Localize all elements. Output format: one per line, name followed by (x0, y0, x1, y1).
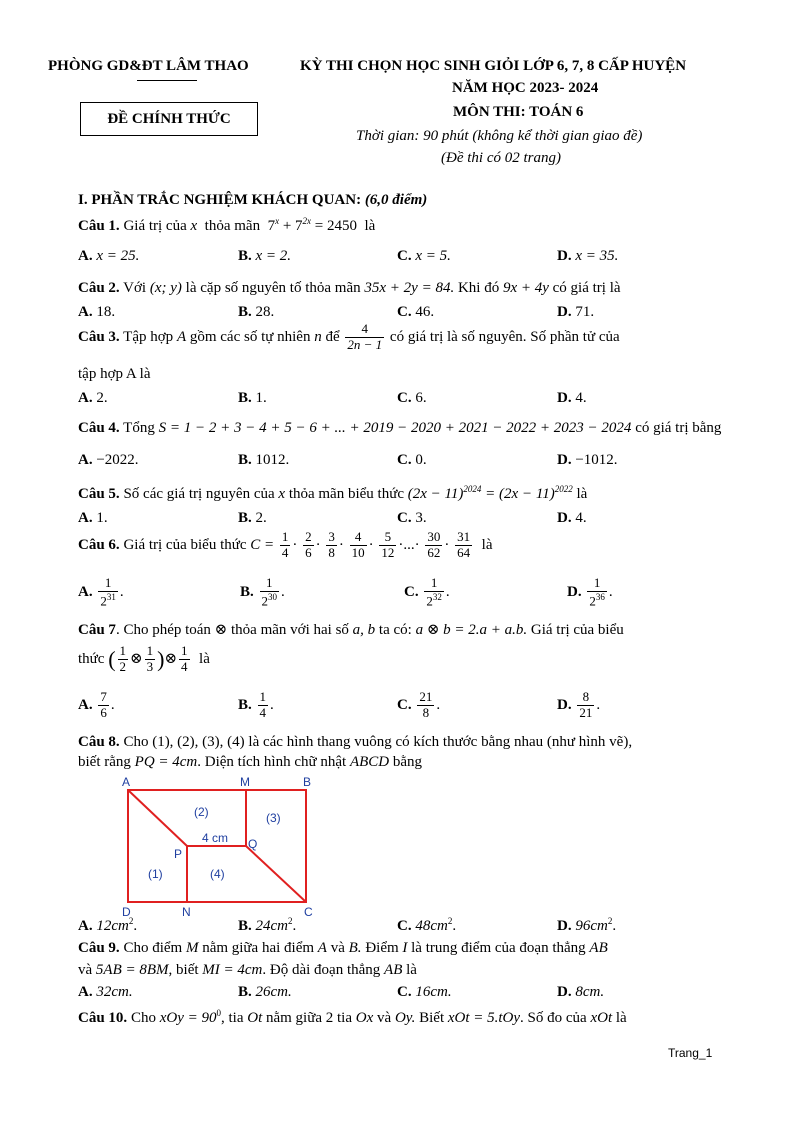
q2-option-b[interactable]: B. 28. (238, 304, 275, 320)
q5-label: Câu 5. (78, 486, 120, 502)
official-label: ĐỀ CHÍNH THỨC (107, 111, 231, 127)
question-7: Câu 7. Cho phép toán ⊗ thỏa mãn với hai số a, b ta có: a ⊗ b = 2.a + a.b. Giá trị của biểu (78, 622, 624, 638)
q7-option-a[interactable]: A. $\frac{7}{6}$ . (78, 689, 115, 720)
label-c: C (304, 905, 313, 919)
department-name: PHÒNG GD&ĐT LÂM THAO (48, 58, 249, 74)
q4-option-c[interactable]: C. 0. (397, 452, 427, 468)
q6-option-d[interactable]: D. $\frac{1}{2^{36}}$ . (567, 575, 613, 609)
q8-option-b[interactable]: B. $24cm^2$. (238, 916, 297, 934)
q9-option-d[interactable]: D. 8cm. (557, 984, 605, 1000)
q3-option-c[interactable]: C. 6. (397, 390, 427, 406)
q4-option-a[interactable]: A. −2022. (78, 452, 139, 468)
region-3: (3) (266, 811, 281, 825)
q9-option-b[interactable]: B. 26cm. (238, 984, 292, 1000)
label-d: D (122, 905, 131, 919)
q1-option-c[interactable]: C. x = 5. (397, 248, 451, 264)
region-2: (2) (194, 805, 209, 819)
school-year: NĂM HỌC 2023- 2024 (452, 80, 599, 96)
page-footer: Trang_1 (668, 1046, 713, 1060)
q2-option-a[interactable]: A. 18. (78, 304, 116, 320)
trapezoid-figure (118, 774, 328, 919)
q6-option-b[interactable]: B. $\frac{1}{2^{30}}$ . (240, 575, 285, 609)
q1-option-b[interactable]: B. x = 2. (238, 248, 292, 264)
region-4: (4) (210, 867, 225, 881)
question-5: Câu 5. Số các giá trị nguyên của x thỏa mãn biểu thức $(2x - 11)^{2024} = (2x - 11)^{2022}$ là (78, 484, 588, 502)
q1-var: x (190, 218, 198, 234)
question-1 (78, 216, 375, 235)
q1-expression: $7^x + 7^{2x} = 2450$ (267, 216, 358, 234)
section-title-text: I. PHẦN TRẮC NGHIỆM KHÁCH QUAN: (78, 192, 365, 208)
q8-option-a[interactable]: A. $12cm^2$. (78, 916, 138, 934)
q5-option-c[interactable]: C. 3. (397, 510, 427, 526)
q2-label: Câu 2. (78, 280, 120, 296)
segment-ap (128, 790, 187, 846)
exam-subject: MÔN THI: TOÁN 6 (453, 104, 584, 120)
q6-label: Câu 6. (78, 536, 120, 553)
q1-label: Câu 1. (78, 218, 120, 234)
q3-line2: tập hợp A là (78, 366, 151, 382)
q3-option-b[interactable]: B. 1. (238, 390, 267, 406)
q3-option-d[interactable]: D. 4. (557, 390, 587, 406)
label-m: M (240, 775, 250, 789)
q4-label: Câu 4. (78, 420, 120, 436)
q1-text2: thỏa mãn (204, 218, 261, 234)
label-n: N (182, 905, 191, 919)
exam-time: Thời gian: 90 phút (không kể thời gian giao đề) (356, 128, 643, 144)
q3-fraction: $\frac{4}{2n - 1}$ (347, 321, 383, 352)
exam-title: KỲ THI CHỌN HỌC SINH GIỎI LỚP 6, 7, 8 CẤP HUYỆN (300, 58, 687, 74)
q8-line2: biết rằng PQ = 4cm. Diện tích hình chữ nhật ABCD bằng (78, 754, 423, 770)
q1-text3: là (364, 218, 376, 234)
q8-label: Câu 8. (78, 734, 120, 750)
q6-option-c[interactable]: C. $\frac{1}{2^{32}}$ . (404, 575, 450, 609)
q7-label: Câu 7 (78, 622, 116, 638)
question-4: Câu 4. Tổng S = 1 − 2 + 3 − 4 + 5 − 6 + ... + 2019 − 2020 + 2021 − 2022 + 2023 − 2024 có giá trị bằng (78, 420, 722, 436)
q8-option-c[interactable]: C. $48cm^2$. (397, 916, 457, 934)
question-10: Câu 10. Cho xOy = $90^0$, tia Ot nằm giữa 2 tia Ox và Oy. Biết xOt = 5.tOy. Số đo của xOt là (78, 1008, 627, 1026)
q1-option-a[interactable]: A. x = 25. (78, 248, 140, 264)
q6-option-a[interactable]: A. $\frac{1}{2^{31}}$ . (78, 575, 124, 609)
length-label: 4 cm (202, 831, 229, 845)
q3-option-a[interactable]: A. 2. (78, 390, 108, 406)
q2-option-c[interactable]: C. 46. (397, 304, 435, 320)
q5-option-d[interactable]: D. 4. (557, 510, 587, 526)
official-box (80, 102, 258, 136)
question-9: Câu 9. Cho điểm M nằm giữa hai điểm A và B. Điểm I là trung điểm của đoạn thẳng AB (78, 940, 608, 956)
label-p: P (174, 847, 183, 861)
q7-option-b[interactable]: B. $\frac{1}{4}$ . (238, 689, 274, 720)
header-underline (137, 80, 197, 81)
question-3: Câu 3. Tập hợp A gồm các số tự nhiên n để $\frac{4}{2n - 1}$ có giá trị là số nguyên. Số phần tử của (78, 321, 620, 352)
label-a: A (122, 775, 131, 789)
label-b: B (303, 775, 312, 789)
q1-option-d[interactable]: D. x = 35. (557, 248, 619, 264)
q4-option-b[interactable]: B. 1012. (238, 452, 290, 468)
q8-option-d[interactable]: D. $96cm^2$. (557, 916, 617, 934)
question-8: Câu 8. Cho (1), (2), (3), (4) là các hình thang vuông có kích thước bằng nhau (như hình vẽ), (78, 734, 633, 750)
section-title (78, 192, 427, 209)
q5-option-a[interactable]: A. 1. (78, 510, 108, 526)
q7-line2: thức ( $\frac{1}{2}$ ⊗ $\frac{1}{3}$ )⊗ $\frac{1}{4}$ là (78, 643, 210, 674)
question-2: Câu 2. Với (x; y) là cặp số nguyên tố thỏa mãn 35x + 2y = 84. Khi đó 9x + 4y có giá trị là (78, 280, 621, 296)
section-points: (6,0 điểm) (364, 192, 428, 208)
q1-text: Giá trị của (123, 218, 187, 234)
q3-label: Câu 3. (78, 328, 120, 345)
question-6: Câu 6. Giá trị của biểu thức C = $\frac{1}{4}$ · $\frac{2}{6}$ · $\frac{3}{8}$ · $\frac{4}{10}$ · $\frac{5}{12}$ ·...· $\frac{30}{62}$ · $\frac{31}{64}$ là (78, 529, 493, 560)
page-count: (Đề thi có 02 trang) (441, 150, 561, 166)
q7-option-d[interactable]: D. $\frac{8}{21}$ . (557, 689, 601, 720)
label-q: Q (248, 837, 258, 851)
q7-option-c[interactable]: C. $\frac{21}{8}$ . (397, 689, 441, 720)
q5-option-b[interactable]: B. 2. (238, 510, 267, 526)
region-1: (1) (148, 867, 163, 881)
q4-option-d[interactable]: D. −1012. (557, 452, 618, 468)
q10-label: Câu 10. (78, 1010, 128, 1026)
q9-option-a[interactable]: A. 32cm. (78, 984, 133, 1000)
q2-option-d[interactable]: D. 71. (557, 304, 595, 320)
segment-qc (246, 846, 306, 902)
q5-expression: $(2x - 11)^{2024} = (2x - 11)^{2022}$ (407, 484, 573, 502)
q9-label: Câu 9. (78, 940, 120, 956)
q9-line2: và 5AB = 8BM, biết MI = 4cm. Độ dài đoạn thẳng AB là (78, 962, 417, 978)
q9-option-c[interactable]: C. 16cm. (397, 984, 452, 1000)
